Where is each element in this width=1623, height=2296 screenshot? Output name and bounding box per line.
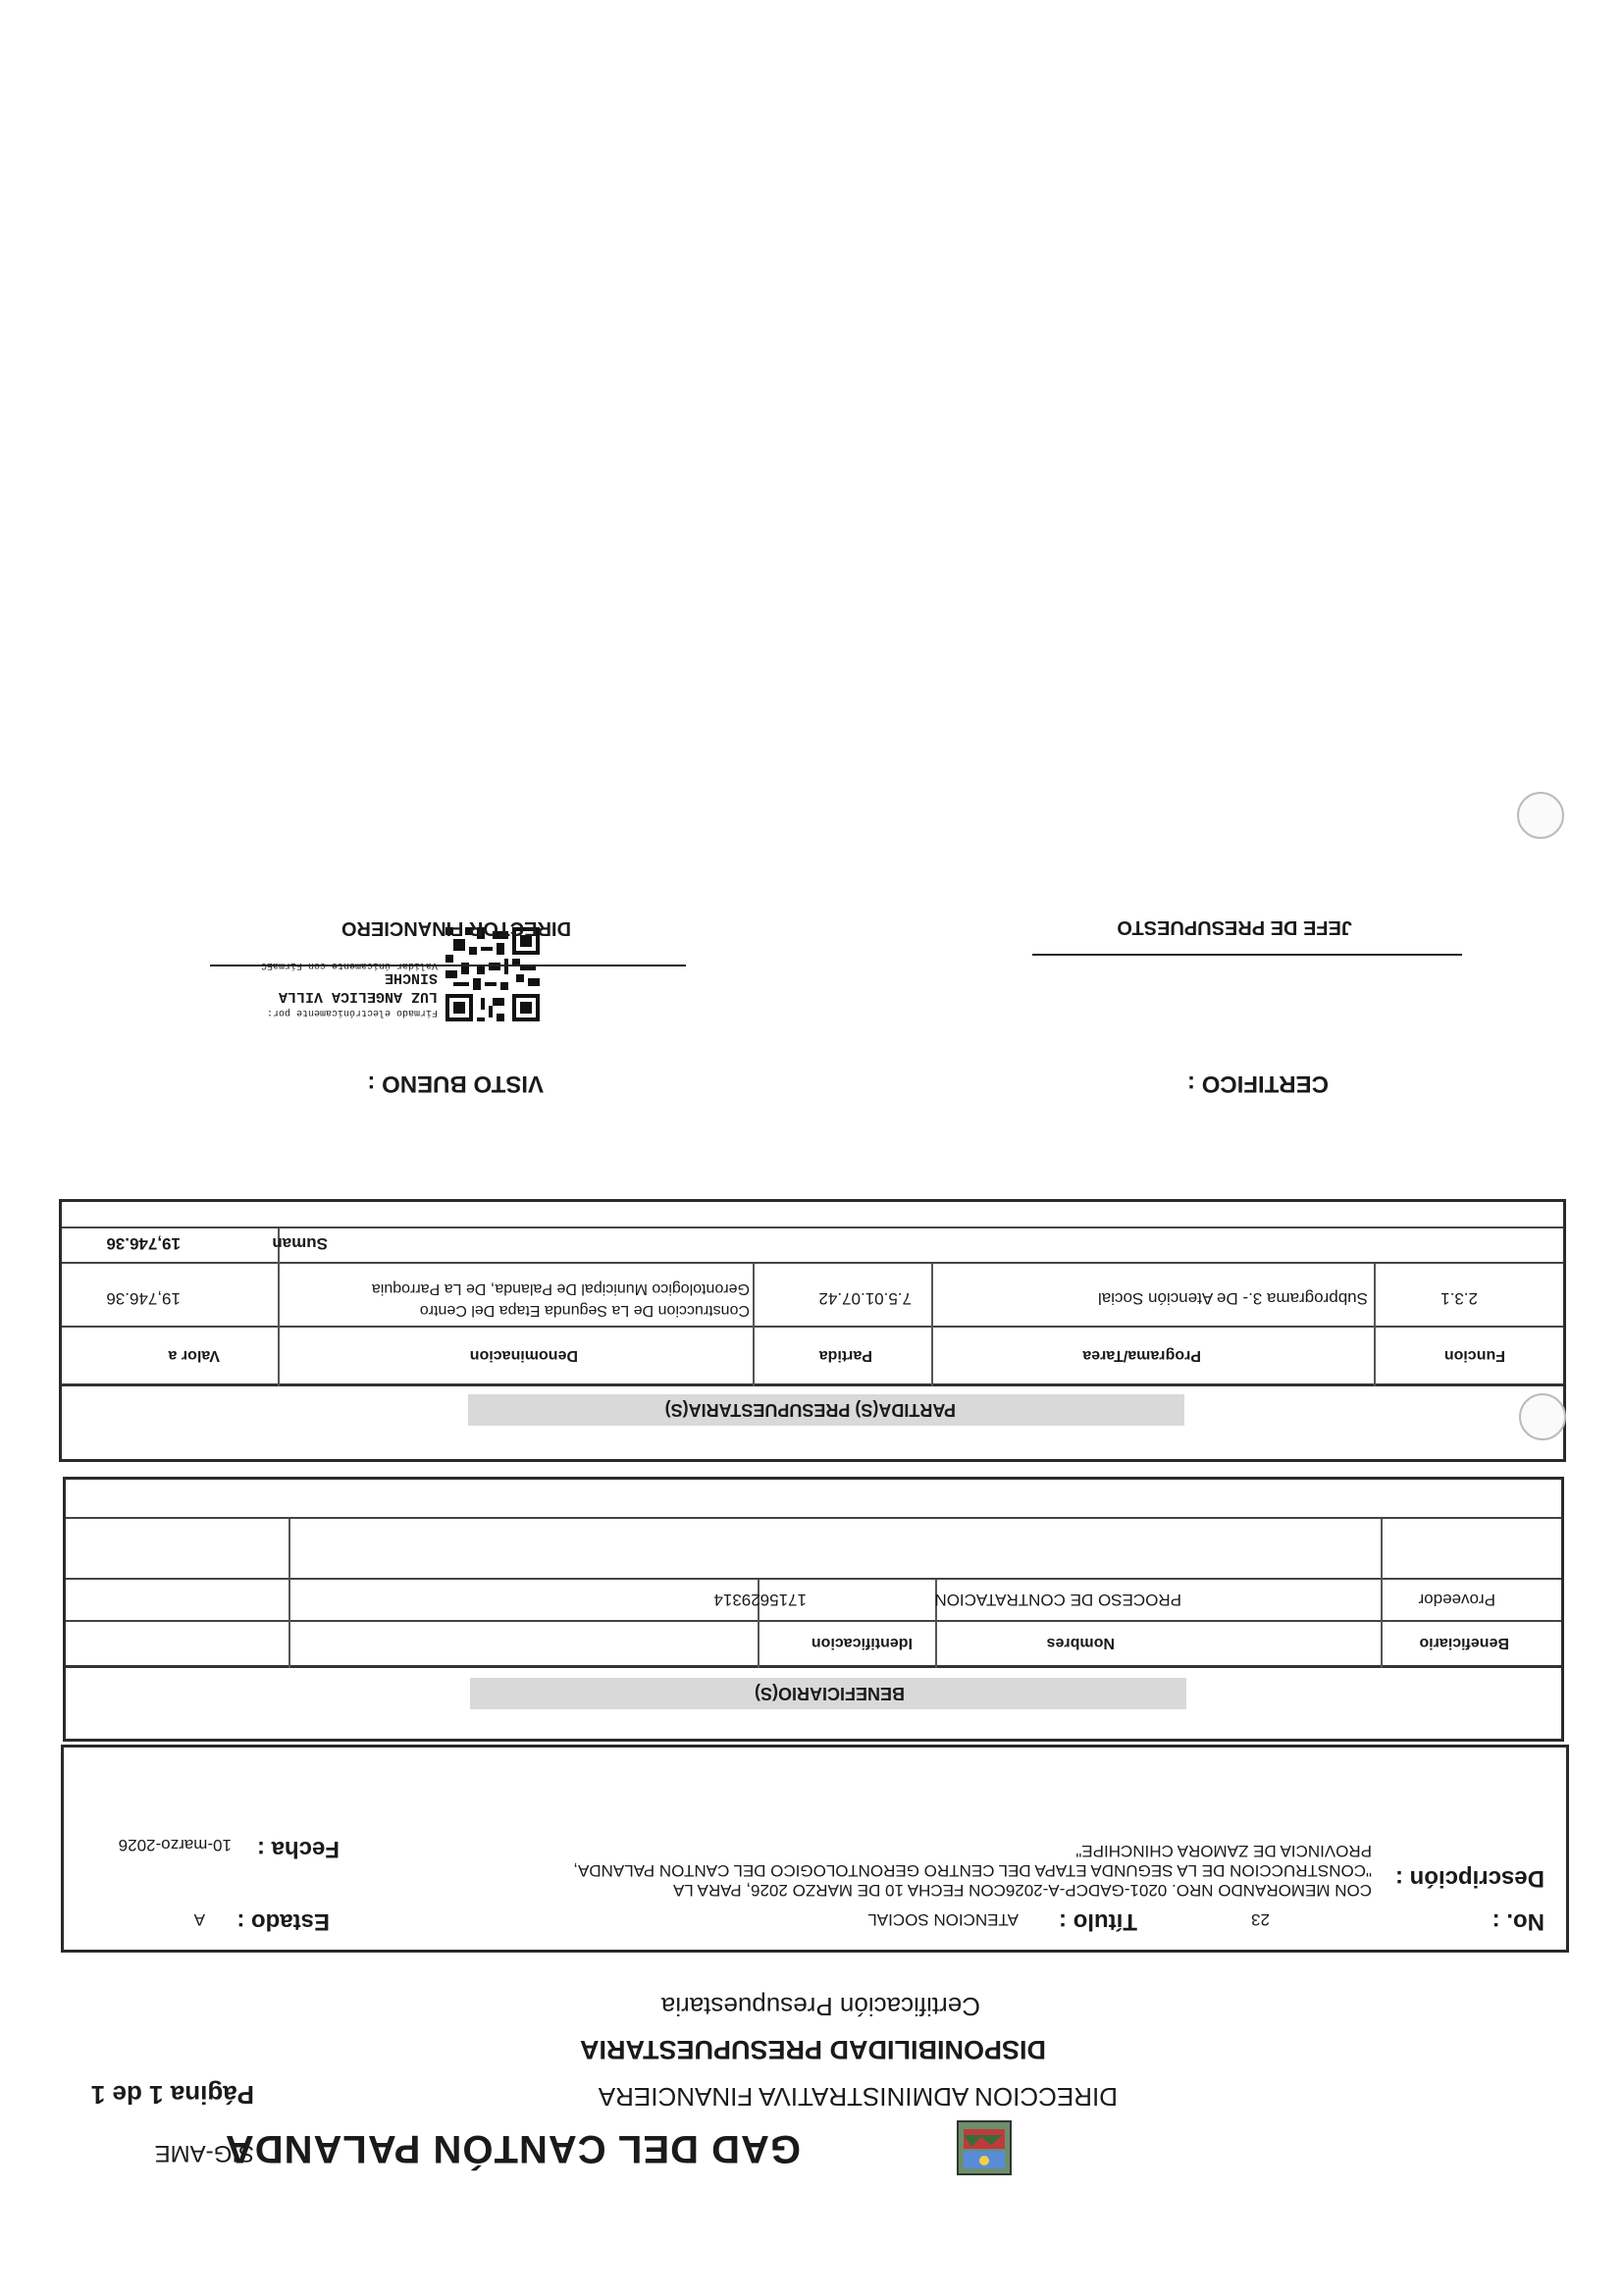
partida-denominacion-line2: Gerontologico Municipal De Palanda, De La Parroquia (371, 1280, 750, 1297)
jefe-signature-line (1032, 954, 1462, 956)
partidas-header-partida: Partida (818, 1347, 872, 1364)
partidas-col-rule-1 (1374, 1264, 1376, 1386)
municipal-logo-icon (954, 2117, 1015, 2178)
org-name: GAD DEL CANTÓN PALANDA (224, 2127, 801, 2170)
descripcion-line1: CON MEMORANDO NRO. 0201-GADCP-A-2026CON FECHA 10 DE MARZO 2026, PARA LA (673, 1881, 1372, 1900)
visto-bueno-label: VISTO BUENO : (367, 1070, 544, 1097)
punch-hole-bottom (1517, 792, 1564, 839)
doc-subtitle: Certificación Presupuestaria (660, 1992, 980, 2021)
partidas-header-programa: Programa/Tarea (1082, 1347, 1201, 1364)
fecha-label: Fecha : (256, 1836, 340, 1862)
beneficiarios-title: BENEFICIARIO(S) (755, 1684, 905, 1703)
department-name: DIRECCION ADMINISTRATIVA FINANCIERA (598, 2082, 1118, 2112)
suman-value: 19,746.36 (106, 1234, 181, 1253)
beneficiarios-col-rule-4 (288, 1519, 290, 1668)
partidas-title: PARTIDA(S) PRESUPUESTARIA(S) (664, 1400, 956, 1420)
partida-valor: 19,746.36 (106, 1289, 181, 1308)
punch-hole-top (1519, 1393, 1566, 1440)
signer-name-line1: LUZ ANGELICA VILLA (278, 988, 438, 1005)
titulo-value: ATENCION SOCIAL (867, 1910, 1019, 1929)
partidas-header-rule (62, 1326, 1563, 1328)
director-signature-line (210, 965, 686, 966)
partidas-col-rule-3 (753, 1264, 755, 1386)
partida-denominacion-line1: Construccion De La Segunda Etapa Del Centro (419, 1302, 750, 1319)
signer-name-line2: SINCHE (384, 969, 438, 986)
fecha-value: 10-marzo-2026 (118, 1836, 232, 1854)
partida-programa: Subprograma 3.- De Atención Social (1098, 1289, 1368, 1308)
descripcion-line2: "CONSTRUCCION DE LA SEGUNDA ETAPA DEL CENTRO GERONTOLOGICO DEL CANTON PALANDA, (573, 1861, 1372, 1880)
signed-note: Firmado electrónicamente por: (266, 1007, 438, 1018)
descripcion-label: Descripción : (1394, 1865, 1544, 1892)
no-label: No. : (1492, 1908, 1544, 1935)
jefe-presupuesto-label: JEFE DE PRESUPUESTO (1117, 916, 1352, 938)
director-financiero-label: DIRECTOR FINANCIERO (340, 917, 571, 939)
partidas-col-rule-2 (931, 1264, 933, 1386)
beneficiario-tipo: Proveedor (1418, 1591, 1495, 1609)
partidas-top-rule (62, 1383, 1563, 1386)
partidas-row-rule (62, 1262, 1563, 1264)
titulo-label: Título : (1059, 1908, 1137, 1935)
doc-title: DISPONIBILIDAD PRESUPUESTARIA (579, 2035, 1046, 2064)
partidas-bottom-rule (62, 1226, 1563, 1228)
beneficiarios-col-rule-1 (1381, 1519, 1383, 1668)
certifico-label: CERTIFICO : (1187, 1070, 1329, 1097)
partidas-header-valor: Valor a (168, 1347, 220, 1364)
page-label: Página 1 de 1 (90, 2080, 254, 2110)
validation-note: Validar únicamente con FirmaEC (260, 960, 438, 970)
beneficiarios-header-nombres: Nombres (1046, 1635, 1115, 1651)
estado-value: A (193, 1910, 205, 1929)
beneficiario-nombres: PROCESO DE CONTRATACION (934, 1591, 1181, 1609)
beneficiario-identificacion: 1715629314 (713, 1591, 807, 1609)
partida-funcion: 2.3.1 (1440, 1289, 1478, 1308)
suman-label: Suman (272, 1234, 328, 1253)
estado-label: Estado : (236, 1908, 330, 1935)
partidas-header-denominacion: Denominacion (469, 1347, 578, 1364)
beneficiarios-header-beneficiario: Beneficiario (1419, 1635, 1509, 1651)
system-code: SIG-AME (154, 2140, 254, 2166)
partidas-header-funcion: Funcion (1443, 1347, 1505, 1364)
beneficiarios-header-identificacion: Identificacion (811, 1635, 913, 1651)
partida-codigo: 7.5.01.07.42 (818, 1289, 912, 1308)
descripcion-line3: PROVINCIA DE ZAMORA CHINCHIPE" (1075, 1842, 1372, 1860)
no-value: 23 (1251, 1910, 1270, 1929)
